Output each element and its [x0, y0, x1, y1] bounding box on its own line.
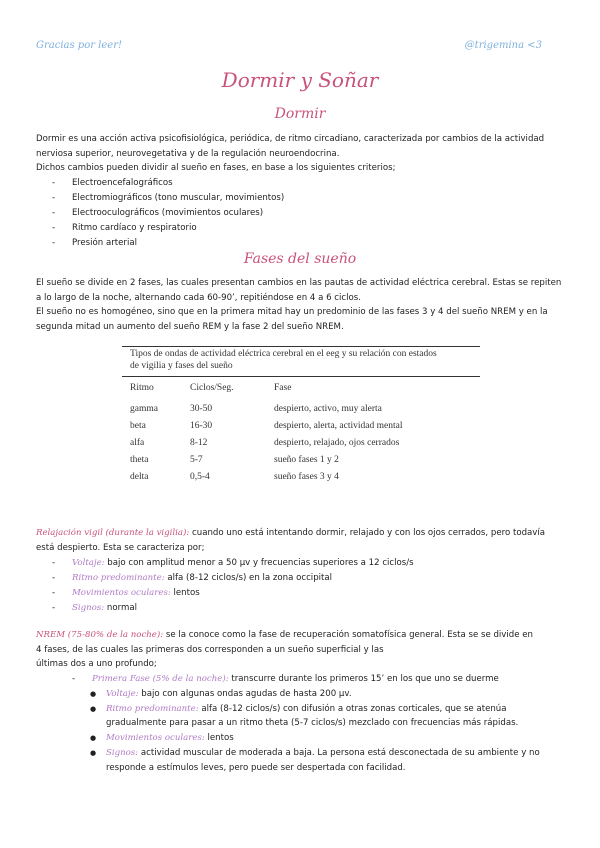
phase1-list	[106, 687, 566, 775]
list-item: - Electroencefalográficos	[52, 176, 284, 191]
list-item: - Voltaje: bajo con amplitud menor a 50 µv y frecuencias superiores a 12 ciclos/s	[52, 556, 414, 571]
list-item: - Electrooculográficos (movimientos oculares)	[52, 206, 284, 221]
heading-dormir: Dormir	[274, 106, 326, 122]
page-title: Dormir y Soñar	[221, 68, 379, 92]
header-left: Gracias por leer!	[36, 40, 123, 51]
table-caption: Tipos de ondas de actividad eléctrica cerebral en el eeg y su relación con estados de vigilia y fases del sueño	[130, 349, 437, 371]
table-row: alfa 8-12 despierto, relajado, ojos cerrados	[130, 438, 400, 448]
dormir-definition: Dormir es una acción activa psicofisiológica, periódica, de ritmo circadiano, caracterizada por cambios de la actividad nerviosa superior, neurovegetativa y de la regulación neuroendocrina.	[36, 134, 545, 159]
relax-paragraph: Relajación vigil (durante la vigilia): cuando uno está intentando dormir, relajado y con los ojos cerrados, pero todavía está despierto. Esta se caracteriza por;	[36, 528, 546, 553]
list-item: - Ritmo cardíaco y respiratorio	[52, 221, 284, 236]
list-item: ● Signos: actividad muscular de moderada a baja. La persona está desconectada de su ambiente y no responde a estímulos leves, pero puede ser despertada con facilidad.	[106, 746, 566, 775]
nrem-paragraph: NREM (75-80% de la noche): se la conoce como la fase de recuperación somatofísica general. Esta se se divide en 4 fases, de las cuales las primeras dos corresponden a un sueño superficial y las últimas dos a uno profundo;	[36, 630, 533, 670]
fases-paragraph-1: El sueño se divide en 2 fases, las cuales presentan cambios en las pautas de actividad eléctrica cerebral. Estas se repiten a lo largo de la noche, alternando cada 60-90’, repitiéndose en 4 a 6 ciclos.	[36, 278, 562, 303]
nrem-phase-list	[72, 672, 499, 687]
list-item: ● Voltaje: bajo con algunas ondas agudas de hasta 200 µv.	[106, 687, 566, 702]
list-item: - Electromiográficos (tono muscular, movimientos)	[52, 191, 284, 206]
table-header: Ritmo Ciclos/Seg. Fase	[130, 383, 292, 393]
relax-list	[52, 556, 414, 616]
list-item: - Primera Fase (5% de la noche): transcurre durante los primeros 15’ en los que uno se duerme	[72, 672, 499, 687]
rhythm-table	[122, 346, 480, 486]
table-row: beta 16-30 despierto, alerta, actividad mental	[130, 421, 403, 431]
list-item: - Signos: normal	[52, 601, 414, 616]
list-item: - Ritmo predominante: alfa (8-12 ciclos/s) en la zona occipital	[52, 571, 414, 586]
criteria-list	[52, 176, 284, 251]
list-item: ● Ritmo predominante: alfa (8-12 ciclos/s) con difusión a otras zonas corticales, que se atenúa gradualmente para pasar a un ritmo theta (5-7 ciclos/s) mezclado con frecuencias más rápidas.	[106, 702, 566, 731]
list-item: - Movimientos oculares: lentos	[52, 586, 414, 601]
table-row: delta 0,5-4 sueño fases 3 y 4	[130, 472, 339, 482]
table-row: theta 5-7 sueño fases 1 y 2	[130, 455, 339, 465]
dormir-criteria-intro: Dichos cambios pueden dividir al sueño en fases, en base a los siguientes criterios;	[36, 163, 396, 173]
header-right: @trigemina <3	[464, 40, 542, 51]
fases-paragraph-2: El sueño no es homogéneo, sino que en la primera mitad hay un predominio de las fases 3 y 4 del sueño NREM y en la segunda mitad un aumento del sueño REM y la fase 2 del sueño NREM.	[36, 307, 548, 332]
heading-fases: Fases del sueño	[243, 251, 357, 267]
table-row: gamma 30-50 despierto, activo, muy alerta	[130, 404, 382, 414]
list-item: - Presión arterial	[52, 236, 284, 251]
list-item: ● Movimientos oculares: lentos	[106, 731, 566, 746]
